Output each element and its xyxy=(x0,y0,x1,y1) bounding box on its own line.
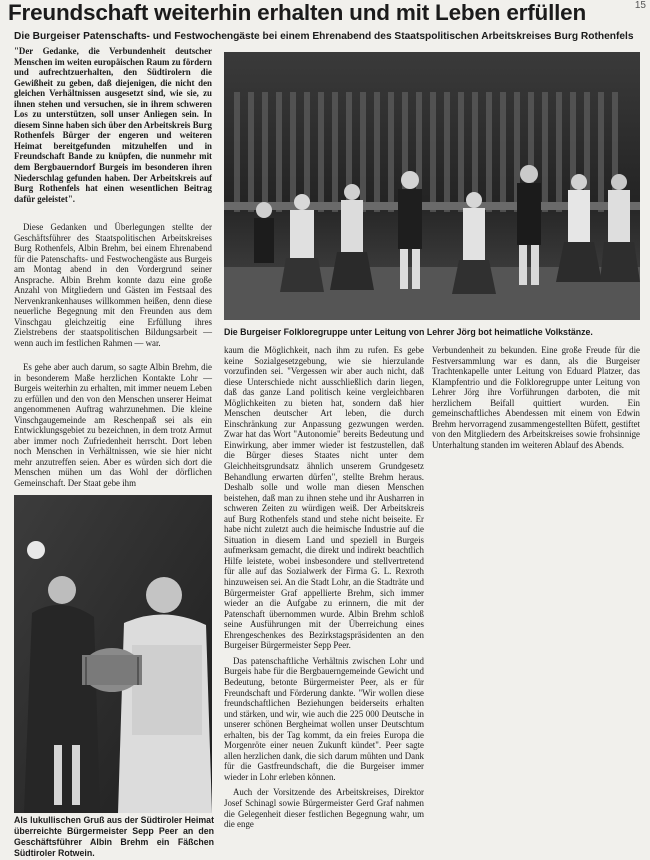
paragraph-5: Auch der Vorsitzende des Arbeitskreises, Direktor Josef Schinagl sowie Bürgermeister Gerd Graf nahmen die Gelegenheit dieser festlichen Begegnung wahr, um die enge xyxy=(224,787,424,830)
article-column-1-cont xyxy=(14,362,212,494)
caption-wine-gift: Als lukullischen Gruß aus der Südtiroler Heimat überreichte Bürgermeister Sepp Peer an den Geschäftsführer Albin Brehm ein Fäßchen Südtiroler Rotwein. xyxy=(14,815,214,858)
article-column-3 xyxy=(432,345,640,455)
article-column-1 xyxy=(14,222,212,354)
folk-dance-image xyxy=(224,52,640,320)
article-lead xyxy=(14,46,212,209)
paragraph-4: Das patenschaftliche Verhältnis zwischen Lohr und Burgeis habe für die Bergbauerngemeinde Gewicht und Bedeutung, betonte Bürgermeister Peer, als er für Freundschaft und Förderung dankte. "Wir wollen diese freundschaftlichen Beziehungen beiderseits erhalten und stärken, und wir, wie auch die 225 000 Deutsche in unserer schönen Bergheimat wollen unser Deutschtum erhalten, bis der Tag kommt, da ein freies Europa die Morgenröte einer neuen Zukunft kündet". Peer sagte allen herzlichen dank, die sich darum mühten und Dank für die Gastfreundschaft, die die Burgeiser immer wieder in Lohr erleben können. xyxy=(224,655,424,782)
caption-folk-dance: Die Burgeiser Folkloregruppe unter Leitung von Lehrer Jörg bot heimatliche Volkstänze. xyxy=(224,327,593,337)
paragraph-3: kaum die Möglichkeit, nach ihm zu rufen. Es gebe keine Sozialgesetzgebung, wie sie hierzulande vorzufinden sei. "Vergessen wir aber auch nicht, daß diese Unterschiede nicht ausschließlich darin liegen, daß das ganze Land politisch keine vergleichbaren Möglichkeiten zu bieten hat, sondern daß hier Menschen deutscher Art leben, die durch Einschränkung zur Anpassung gezwungen werden. Zwar hat das Wort "Autonomie" bereits Bedeutung und Einwirkung, aber immer wieder ist festzustellen, daß die Bürger dieses Staates nicht unter dem Gleichheitsgrundsatz ähnlich unserem Grundgesetz Behandlung erwarten dürfen", stellte Brehm heraus. Deshalb solle und wolle man diesen Menschen beistehen, daß man zu ihnen stehe und ihr Ausharren in schweren Zeiten zu würdigen weiß. Der Arbeitskreis auf Burg Rothenfels stand und stehe nicht beiseite. Er habe nicht zuletzt auch die heimische Industrie auf die Situation in diesem Land und speziell in Burgeis aufmerksam gemacht, die direkt und indirekt beachtlich Hilfe leistete, wobei insbesondere und stellvertretend für alle auf das Sozialwerk der Firma G. L. Rexroth hinzuweisen sei. An die Stadt Lohr, an die Stadträte und Bürgermeister Graf appellierte Brehm, sich immer wieder an die Aufgabe zu erinnern, die mit der Patenschaft übernommen wurde. Albin Brehm schloß seine Ausführungen mit der Überreichung eines Ehrengeschenkes des Bezirkstagspräsidenten an den Burgeiser Bürgermeister Sepp Peer. xyxy=(224,345,424,651)
photo-wine-gift xyxy=(14,495,212,813)
article-column-2 xyxy=(224,345,424,835)
paragraph-1: Diese Gedanken und Überlegungen stellte der Geschäftsführer des Staatspolitischen Arbeitskreises Burg Rothenfels, Albin Brehm, bei einem Ehrenabend für die Patenschafts- und Festwochengäste aus Burgeis am Montag abend in den Vordergrund seiner Ansprache. Albin Brehm konnte dazu eine große Anzahl von Mitgliedern und Gästen im Festsaal des Nervenkrankenhauses willkommen heißen, denn diese neuerliche Begegnung mit den Freunden aus dem Vinschgau gleichzeitig eine Erfüllung ihres Zielstrebens der staatspolitischen Bildungsarbeit — wenn auch im festlichen Rahmen — war. xyxy=(14,222,212,349)
headline: Freundschaft weiterhin erhalten und mit Leben erfüllen xyxy=(8,0,587,25)
lead-paragraph: "Der Gedanke, die Verbundenheit deutscher Menschen im weiten europäischen Raum zu fördern und aufrechtzuerhalten, den Südtirolern die Gewißheit zu geben, daß diejenigen, die nicht den gleichen Verhältnissen ausgesetzt sind, wie sie, zu ihnen stehen und versuchen, sie in ihrem schweren Los zu unterstützen, soll unser Anliegen sein. In diesem Sinne haben sich über den Arbeitskreis Burg Rothenfels Bürger der engeren und weiteren Heimat bereitgefunden mitzuhelfen und in Freundschaft Bande zu knüpfen, die nunmehr mit dem Bergbauerndorf Burgeis im besonderen ihren Niederschlag gefunden haben. Der Arbeitskreis auf Burg Rothenfels hat einen wesentlichen Beitrag dafür geleistet". xyxy=(14,46,212,204)
wine-gift-image xyxy=(14,495,212,813)
page-number: 15 xyxy=(634,0,646,11)
subheadline: Die Burgeiser Patenschafts- und Festwochengäste bei einem Ehrenabend des Staatspolitischen Arbeitskreises Burg Rothenfels xyxy=(14,31,634,42)
photo-folk-dance xyxy=(224,52,640,320)
paragraph-6: Verbundenheit zu bekunden. Eine große Freude für die Festversammlung war es dann, als die Burgeiser Trachtenkapelle unter Leitung von Eduard Platzer, das Klampfentrio und die Folkloregruppe unter Leitung von Lehrer Jörg ihre Vorführungen darboten, die mit herzlichem Beifall quittiert wurden. Ein gemeinschaftliches Abendessen mit einem von Edwin Brehm hervorragend zusammengestellten Büfett, gestiftet von den Mitgliedern des Arbeitskreises sowie frohsinnige Unterhaltung standen im weiteren Ablauf des Abends. xyxy=(432,345,640,450)
paragraph-2: Es gehe aber auch darum, so sagte Albin Brehm, die in besonderem Maße herzlichen Kontakte Lohr — Burgeis weiterhin zu erhalten, mit immer neuem Leben zu erfüllen und den von den Menschen unserer Heimat angenommenen Auftrag wahrzunehmen. Die kleine Vinschgaugemeinde am Reschenpaß sei als ein Entwicklungsgebiet zu bezeichnen, in dem trotz Armut aber immer noch Zufriedenheit herrscht. Dort leben noch Menschen in Verhältnissen, wie sie hier nicht mehr anzutreffen seien. Aber es würden sich dort die Menschen mühen um das Wohl der dörflichen Gemeinschaft. Der Staat gebe ihm xyxy=(14,362,212,489)
